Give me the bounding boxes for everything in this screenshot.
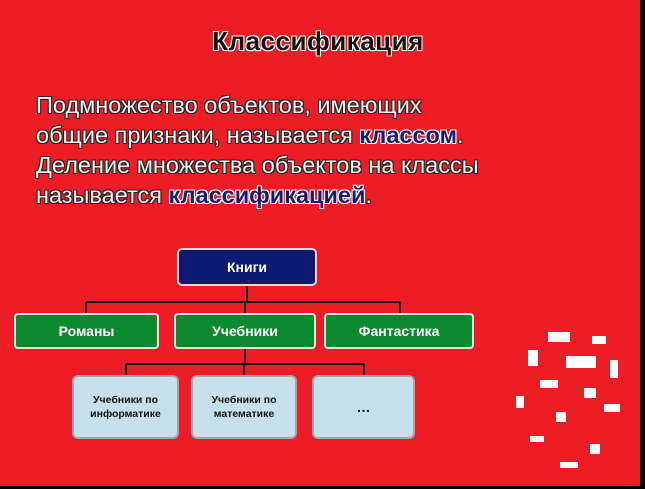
node-category-uchebniki: Учебники [174, 313, 316, 349]
term-classification: классификацией [168, 182, 366, 208]
leaf-3-line-1: … [356, 399, 371, 415]
term-class: классом [359, 122, 457, 148]
leaf-1-line-1: Учебники по [92, 394, 158, 406]
node-root-books: Книги [177, 248, 317, 286]
definition-line-4-pre: называется [36, 182, 169, 208]
node-category-fantastika: Фантастика [324, 313, 474, 349]
leaf-2-line-2: математике [213, 408, 275, 420]
definition-line-4-post: . [365, 182, 372, 208]
node-leaf-informatics [72, 375, 179, 439]
definition-line-2-post: . [456, 122, 464, 148]
definition-line-2-pre: общие признаки, называется [36, 122, 360, 148]
leaf-2-line-1: Учебники по [211, 394, 277, 406]
definition-line-1: Подмножество объектов, имеющих [36, 92, 422, 118]
node-leaf-more [312, 375, 415, 439]
definition-line-3: Деление множества объектов на классы [36, 152, 479, 178]
node-category-romany: Романы [14, 313, 159, 349]
slide-title: Классификация [212, 26, 424, 56]
node-leaf-math [191, 375, 297, 439]
leaf-1-line-2: информатике [90, 408, 161, 420]
